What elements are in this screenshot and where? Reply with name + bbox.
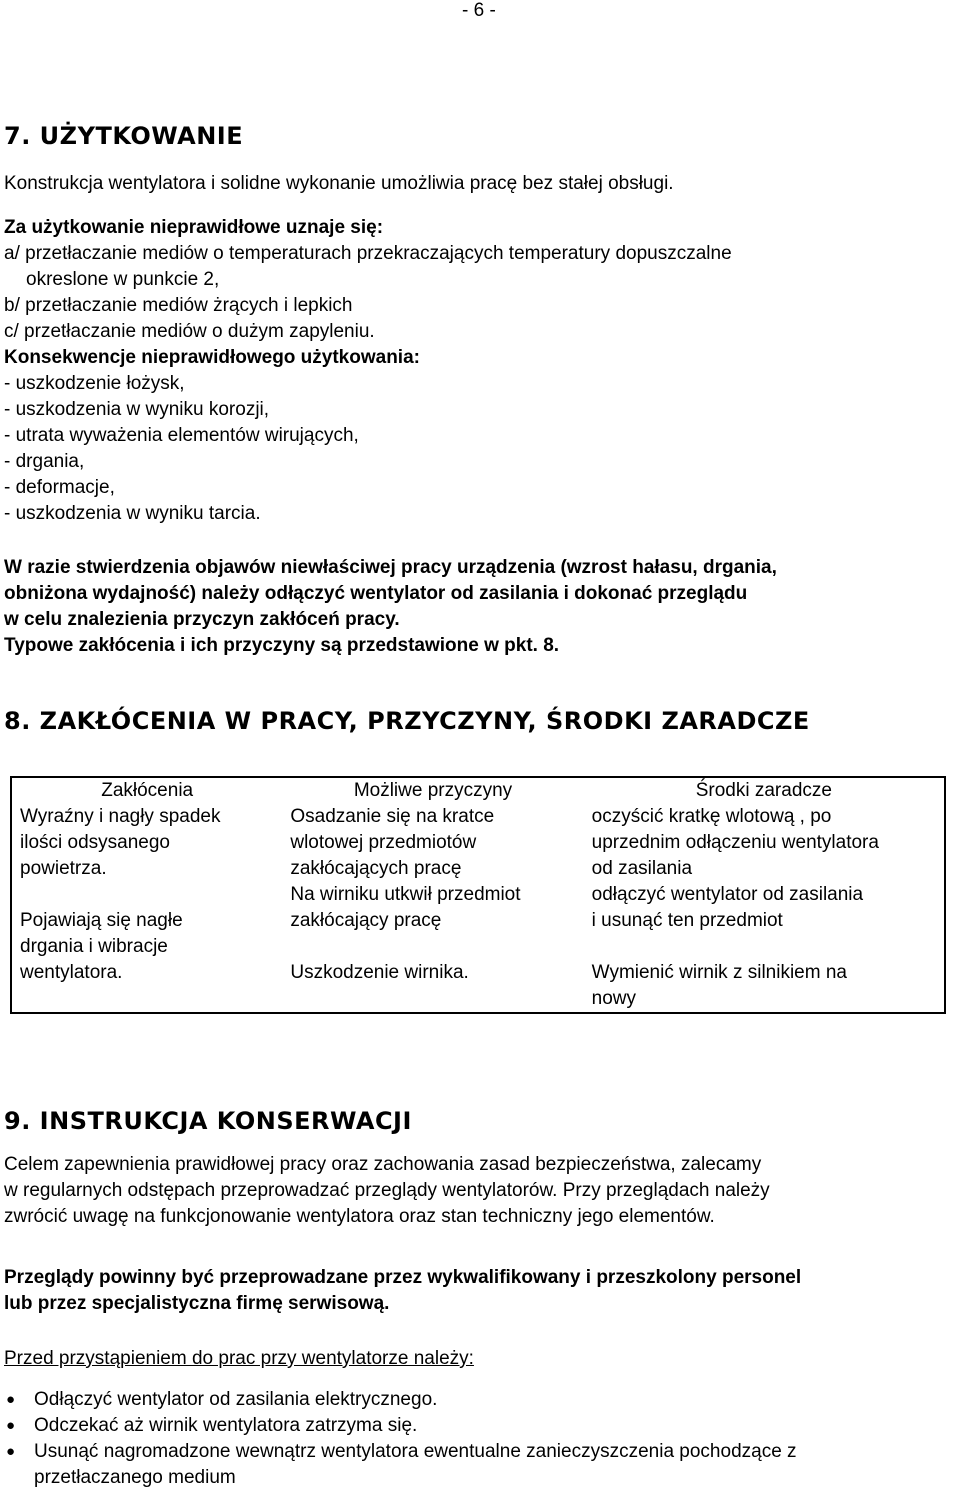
cell-line: drgania i wibracje (20, 936, 168, 957)
cell-line: Wyraźny i nagły spadek (20, 806, 221, 827)
improper-item-a-cont: okreslone w punkcie 2, (26, 269, 220, 290)
list-item: Odłączyć wentylator od zasilania elektrycznego. (34, 1389, 438, 1410)
personnel-note-line: lub przez specjalistyczna firmę serwisową. (4, 1293, 390, 1314)
warning-line: obniżona wydajność) należy odłączyć wentylator od zasilania i dokonać przeglądu (4, 583, 748, 604)
section-8-heading: 8. ZAKŁÓCENIA W PRACY, PRZYCZYNY, ŚRODKI ZARADCZE (4, 707, 810, 735)
bullet-icon: ● (6, 1391, 16, 1408)
improper-item-c: c/ przetłaczanie mediów o dużym zapyleniu. (4, 321, 375, 342)
cell-line: i usunąć ten przedmiot (591, 910, 783, 931)
cell-line: odłączyć wentylator od zasilania (591, 884, 864, 905)
consequence-item: - uszkodzenia w wyniku korozji, (4, 399, 270, 420)
maintenance-paragraph-line: Celem zapewnienia prawidłowej pracy oraz zachowania zasad bezpieczeństwa, zalecamy (4, 1154, 762, 1175)
cell-line: powietrza. (20, 858, 107, 879)
warning-line: W razie stwierdzenia objawów niewłaściwej pracy urządzenia (wzrost hałasu, drgania, (4, 557, 777, 578)
cell-line: nowy (591, 988, 637, 1009)
maintenance-paragraph-line: zwrócić uwagę na funkcjonowanie wentylatora oraz stan techniczny jego elementów. (4, 1206, 715, 1227)
remedies-cell (584, 804, 945, 1013)
bullet-icon: ● (6, 1443, 16, 1460)
bullet-icon: ● (6, 1417, 16, 1434)
cell-line: oczyścić kratkę wlotową , po (591, 806, 832, 827)
section-7-heading: 7. UŻYTKOWANIE (4, 122, 244, 150)
section-9-heading: 9. INSTRUKCJA KONSERWACJI (4, 1107, 412, 1135)
cell-line: Na wirniku utkwił przedmiot (290, 884, 521, 905)
consequence-item: - drgania, (4, 451, 85, 472)
faults-cell (11, 804, 282, 1013)
improper-item-a: a/ przetłaczanie mediów o temperaturach przekraczających temperatury dopuszczalne (4, 243, 732, 264)
cell-line: Pojawiają się nagłe (20, 910, 183, 931)
cell-line: uprzednim odłączeniu wentylatora (591, 832, 879, 853)
consequence-item: - uszkodzenia w wyniku tarcia. (4, 503, 261, 524)
improper-item-b: b/ przetłaczanie mediów żrących i lepkich (4, 295, 353, 316)
cell-line (592, 934, 936, 960)
header-remedies: Środki zaradcze (695, 780, 832, 801)
cell-line: wentylatora. (20, 962, 123, 983)
cell-line (20, 882, 274, 908)
list-item: Odczekać aż wirnik wentylatora zatrzyma się. (34, 1415, 418, 1436)
consequence-item: - deformacje, (4, 477, 115, 498)
header-faults: Zakłócenia (101, 780, 194, 801)
cell-line (290, 934, 575, 960)
header-causes: Możliwe przyczyny (353, 780, 513, 801)
improper-use-title: Za użytkowanie nieprawidłowe uznaje się: (4, 217, 384, 238)
consequence-item: - uszkodzenie łożysk, (4, 373, 185, 394)
personnel-note-line: Przeglądy powinny być przeprowadzane przez wykwalifikowany i przeszkolony personel (4, 1267, 802, 1288)
consequences-title: Konsekwencje nieprawidłowego użytkowania: (4, 347, 420, 368)
cell-line: wlotowej przedmiotów (290, 832, 477, 853)
section-7-intro: Konstrukcja wentylatora i solidne wykonanie umożliwia pracę bez stałej obsługi. (4, 173, 674, 194)
consequence-item: - utrata wyważenia elementów wirujących, (4, 425, 359, 446)
table-header-row (11, 777, 945, 804)
cell-line: zakłócający pracę (290, 910, 442, 931)
warning-line: w celu znalezienia przyczyn zakłóceń pracy. (4, 609, 400, 630)
list-item-continuation: przetłaczanego medium (34, 1467, 236, 1488)
cell-line: Osadzanie się na kratce (290, 806, 495, 827)
cell-line: od zasilania (591, 858, 693, 879)
cell-line: ilości odsysanego (20, 832, 170, 853)
cell-line: Uszkodzenie wirnika. (290, 962, 469, 983)
faults-table (10, 776, 946, 1014)
page-number: - 6 - (462, 0, 496, 21)
cell-line: Wymienić wirnik z silnikiem na (591, 962, 847, 983)
maintenance-paragraph-line: w regularnych odstępach przeprowadzać przeglądy wentylatorów. Przy przeglądach należy (4, 1180, 770, 1201)
warning-line: Typowe zakłócenia i ich przyczyny są przedstawione w pkt. 8. (4, 635, 560, 656)
before-work-title: Przed przystąpieniem do prac przy wentylatorze należy: (4, 1348, 474, 1369)
list-item: Usunąć nagromadzone wewnątrz wentylatora ewentualne zanieczyszczenia pochodzące z (34, 1441, 797, 1462)
causes-cell (282, 804, 583, 1013)
cell-line: zakłócających pracę (290, 858, 462, 879)
table-row (11, 804, 945, 1013)
